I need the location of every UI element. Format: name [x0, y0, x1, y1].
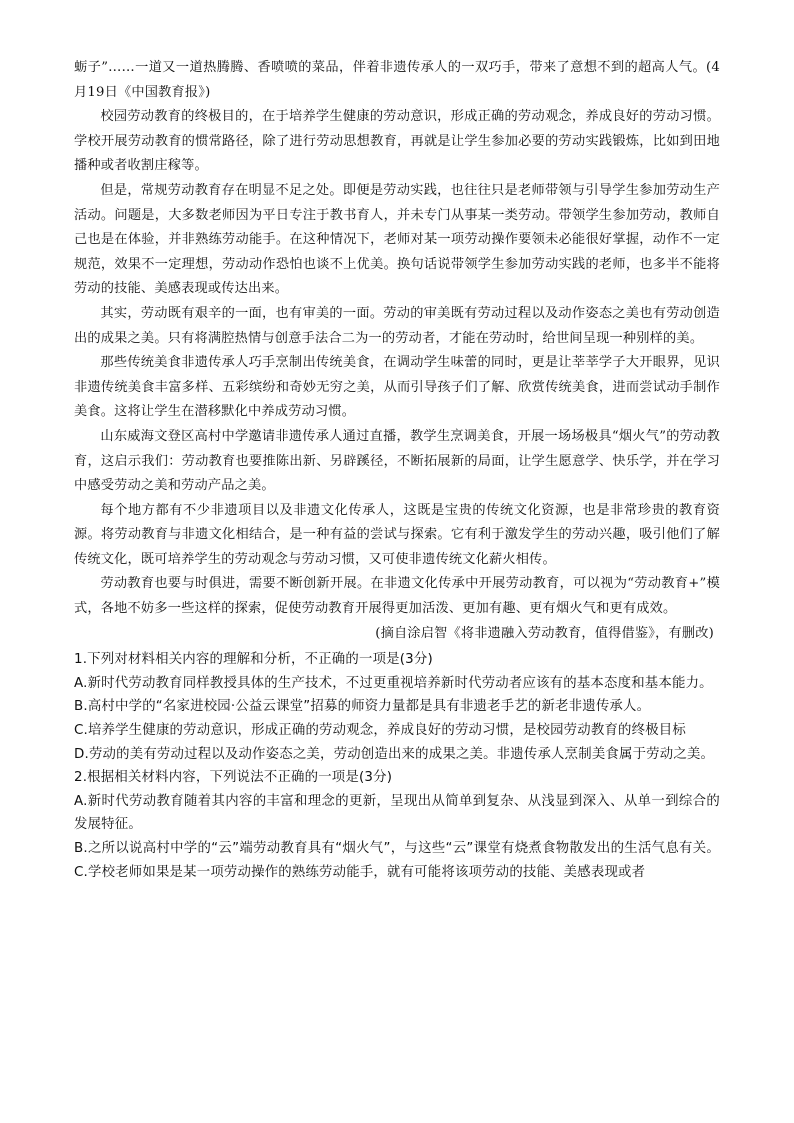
article-paragraph: 蛎子”……一道又一道热腾腾、香喷喷的菜品，伴着非遗传承人的一双巧手，带来了意想不到的超高人气。(4月19日《中国教育报》): [74, 60, 720, 100]
question-stem: 1.下列对材料相关内容的理解和分析，不正确的一项是(3分): [74, 652, 433, 668]
article-paragraph: 校园劳动教育的终极目的，在于培养学生健康的劳动意识，形成正确的劳动观念，养成良好的劳动习惯。学校开展劳动教育的惯常路径，除了进行劳动思想教育，再就是让学生参加必要的劳动实践锻炼，比如到田地播种或者收割庄稼等。: [74, 109, 720, 174]
article-paragraph: 山东威海文登区高村中学邀请非遗传承人通过直播，教学生烹调美食，开展一场场极具“烟火气”的劳动教育，这启示我们：劳动教育也要推陈出新、另辟蹊径，不断拓展新的局面，让学生愿意学、快乐学，并在学习中感受劳动之美和劳动产品之美。: [74, 428, 720, 494]
question-option: A.新时代劳动教育随着其内容的丰富和理念的更新，呈现出从简单到复杂、从浅显到深入、从单一到综合的发展特征。: [74, 793, 720, 833]
questions-section: [74, 648, 720, 884]
article-paragraph: 其实，劳动既有艰辛的一面，也有审美的一面。劳动的审美既有劳动过程以及动作姿态之美也有劳动创造出的成果之美。只有将满腔热情与创意手法合二为一的劳动者，才能在劳动时，给世间呈现一种别样的美。: [74, 305, 720, 346]
question-option: A.新时代劳动教育同样教授具体的生产技术，不过更重视培养新时代劳动者应该有的基本态度和基本能力。: [74, 675, 713, 691]
question-option: B.之所以说高村中学的“云”端劳动教育具有“烟火气”，与这些“云”课堂有烧煮食物散发出的生活气息有关。C.学校老师如果是某一项劳动操作的熟练劳动能手，就有可能将该项劳动的技能、美感表现或者: [74, 841, 720, 880]
article-source: (摘自涂启智《将非遗融入劳动教育，值得借鉴》，有删改): [375, 625, 714, 641]
question-stem: 2.根据相关材料内容，下列说法不正确的一项是(3分): [74, 770, 393, 786]
question-option: B.高村中学的“名家进校园·公益云课堂”招募的师资力量都是具有非遗老手艺的新老非遗传承人。: [74, 699, 651, 715]
article-body: [74, 56, 720, 646]
question-option: C.培养学生健康的劳动意识，形成正确的劳动观念，养成良好的劳动习惯，是校园劳动教育的终极目标: [74, 723, 686, 739]
article-paragraph: 但是，常规劳动教育存在明显不足之处。即便是劳动实践，也往往只是老师带领与引导学生参加劳动生产活动。问题是，大多数老师因为平日专注于教书育人，并未专门从事某一类劳动。带领学生参加劳动，教师自己也是在体验，并非熟练劳动能手。在这种情况下，老师对某一项劳动操作要领未必能很好掌握，动作不一定规范，效果不一定理想，劳动动作恐怕也谈不上优美。换句话说带领学生参加劳动实践的老师，也多半不能将劳动的技能、美感表现或传达出来。: [74, 182, 720, 297]
article-paragraph: 那些传统美食非遗传承人巧手烹制出传统美食，在调动学生味蕾的同时，更是让莘莘学子大开眼界，见识非遗传统美食丰富多样、五彩缤纷和奇妙无穷之美，从而引导孩子们了解、欣赏传统美食，进而尝试动手制作美食。这将让学生在潜移默化中养成劳动习惯。: [74, 355, 720, 420]
question-option: D.劳动的美有劳动过程以及动作姿态之美，劳动创造出来的成果之美。非遗传承人烹制美食属于劳动之美。: [74, 746, 715, 762]
article-paragraph: 每个地方都有不少非遗项目以及非遗文化传承人，这既是宝贵的传统文化资源，也是非常珍贵的教育资源。将劳动教育与非遗文化相结合，是一种有益的尝试与探索。它有利于激发学生的劳动兴趣，吸引他们了解传统文化，既可培养学生的劳动观念与劳动习惯，又可使非遗传统文化薪火相传。: [74, 502, 720, 567]
article-paragraph: 劳动教育也要与时俱进，需要不断创新开展。在非遗文化传承中开展劳动教育，可以视为“劳动教育+”模式，各地不妨多一些这样的探索，促使劳动教育开展得更加活泼、更加有趣、更有烟火气和更有成效。: [74, 576, 720, 617]
